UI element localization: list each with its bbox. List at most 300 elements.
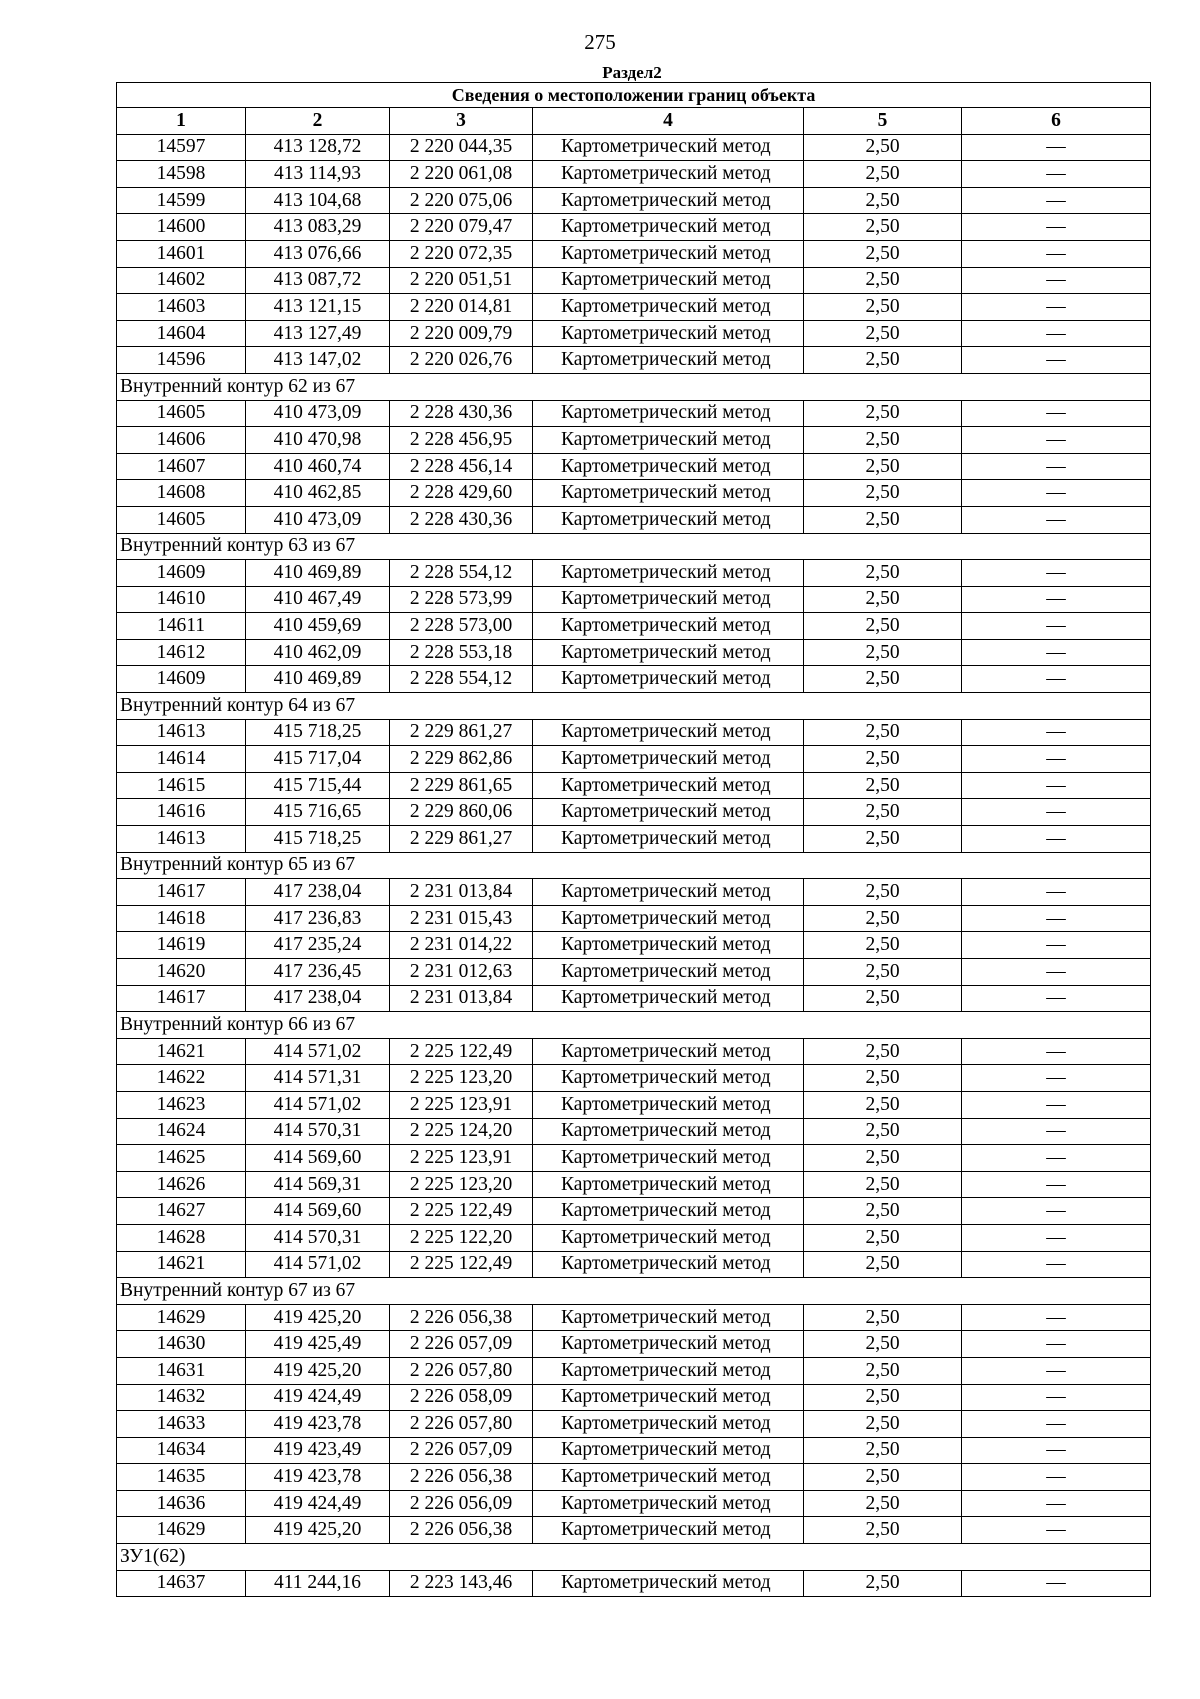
cell-coord-y: 2 226 058,09 [390,1384,533,1411]
cell-point-number: 14607 [117,453,246,480]
cell-method: Картометрический метод [533,1570,804,1597]
table-row [117,905,1151,932]
cell-description: — [962,1251,1151,1278]
boundary-table [116,82,1151,1597]
cell-method: Картометрический метод [533,826,804,853]
cell-description: — [962,453,1151,480]
cell-point-number: 14601 [117,240,246,267]
table-row [117,985,1151,1012]
cell-description: — [962,1171,1151,1198]
table-row [117,1411,1151,1438]
cell-accuracy: 2,50 [804,267,962,294]
cell-coord-x: 415 715,44 [246,772,390,799]
cell-description: — [962,905,1151,932]
cell-coord-y: 2 226 057,09 [390,1331,533,1358]
cell-method: Картометрический метод [533,666,804,693]
cell-method: Картометрический метод [533,719,804,746]
cell-description: — [962,879,1151,906]
cell-method: Картометрический метод [533,506,804,533]
cell-coord-y: 2 225 123,20 [390,1171,533,1198]
contour-label: Внутренний контур 64 из 67 [117,693,1151,720]
page-number: 275 [584,30,616,54]
cell-coord-x: 419 423,78 [246,1464,390,1491]
cell-point-number: 14628 [117,1224,246,1251]
cell-coord-y: 2 231 013,84 [390,879,533,906]
cell-description: — [962,400,1151,427]
cell-coord-x: 414 571,02 [246,1251,390,1278]
cell-method: Картометрический метод [533,772,804,799]
table-row [117,320,1151,347]
cell-point-number: 14637 [117,1570,246,1597]
cell-point-number: 14611 [117,613,246,640]
cell-accuracy: 2,50 [804,772,962,799]
table-row [117,1517,1151,1544]
cell-description: — [962,1198,1151,1225]
cell-point-number: 14605 [117,400,246,427]
table-row [117,1065,1151,1092]
table-row [117,666,1151,693]
cell-method: Картометрический метод [533,1091,804,1118]
cell-method: Картометрический метод [533,1304,804,1331]
table-row [117,1118,1151,1145]
cell-accuracy: 2,50 [804,161,962,188]
cell-point-number: 14635 [117,1464,246,1491]
cell-accuracy: 2,50 [804,1357,962,1384]
table-row [117,506,1151,533]
cell-method: Картометрический метод [533,1384,804,1411]
cell-coord-y: 2 231 012,63 [390,959,533,986]
cell-description: — [962,666,1151,693]
cell-point-number: 14597 [117,134,246,161]
cell-description: — [962,1224,1151,1251]
cell-coord-x: 415 717,04 [246,746,390,773]
cell-point-number: 14608 [117,480,246,507]
cell-accuracy: 2,50 [804,1331,962,1358]
cell-point-number: 14614 [117,746,246,773]
cell-point-number: 14621 [117,1038,246,1065]
cell-point-number: 14620 [117,959,246,986]
cell-coord-y: 2 229 861,27 [390,826,533,853]
table-row [117,1224,1151,1251]
cell-coord-y: 2 226 057,80 [390,1411,533,1438]
cell-coord-x: 410 473,09 [246,506,390,533]
table-row [117,799,1151,826]
cell-coord-x: 410 462,09 [246,639,390,666]
cell-description: — [962,719,1151,746]
cell-coord-x: 413 114,93 [246,161,390,188]
cell-description: — [962,427,1151,454]
cell-accuracy: 2,50 [804,480,962,507]
cell-coord-y: 2 226 056,38 [390,1517,533,1544]
cell-point-number: 14625 [117,1145,246,1172]
cell-description: — [962,1464,1151,1491]
cell-coord-x: 419 424,49 [246,1384,390,1411]
cell-coord-x: 413 121,15 [246,294,390,321]
cell-coord-y: 2 229 862,86 [390,746,533,773]
cell-accuracy: 2,50 [804,1437,962,1464]
cell-point-number: 14617 [117,985,246,1012]
table-row [117,427,1151,454]
cell-description: — [962,639,1151,666]
cell-method: Картометрический метод [533,1331,804,1358]
cell-description: — [962,161,1151,188]
cell-description: — [962,1490,1151,1517]
cell-coord-x: 419 425,20 [246,1304,390,1331]
cell-accuracy: 2,50 [804,294,962,321]
cell-description: — [962,294,1151,321]
cell-point-number: 14632 [117,1384,246,1411]
cell-method: Картометрический метод [533,1224,804,1251]
cell-description: — [962,240,1151,267]
cell-point-number: 14633 [117,1411,246,1438]
cell-method: Картометрический метод [533,1145,804,1172]
cell-accuracy: 2,50 [804,1198,962,1225]
cell-accuracy: 2,50 [804,1517,962,1544]
table-row [117,1145,1151,1172]
contour-label: Внутренний контур 66 из 67 [117,1012,1151,1039]
cell-point-number: 14621 [117,1251,246,1278]
table-row [117,586,1151,613]
cell-method: Картометрический метод [533,347,804,374]
cell-coord-y: 2 229 861,65 [390,772,533,799]
cell-point-number: 14616 [117,799,246,826]
cell-point-number: 14613 [117,719,246,746]
cell-point-number: 14627 [117,1198,246,1225]
cell-accuracy: 2,50 [804,1251,962,1278]
cell-accuracy: 2,50 [804,453,962,480]
cell-description: — [962,1411,1151,1438]
cell-method: Картометрический метод [533,613,804,640]
cell-description: — [962,1384,1151,1411]
cell-method: Картометрический метод [533,267,804,294]
cell-method: Картометрический метод [533,240,804,267]
table-row [117,1091,1151,1118]
cell-coord-y: 2 228 554,12 [390,666,533,693]
cell-coord-y: 2 226 056,09 [390,1490,533,1517]
cell-method: Картометрический метод [533,639,804,666]
cell-coord-y: 2 228 456,14 [390,453,533,480]
cell-coord-y: 2 228 554,12 [390,560,533,587]
table-row [117,613,1151,640]
cell-point-number: 14634 [117,1437,246,1464]
cell-accuracy: 2,50 [804,1490,962,1517]
cell-coord-y: 2 228 456,95 [390,427,533,454]
contour-row [117,373,1151,400]
cell-coord-y: 2 225 122,49 [390,1198,533,1225]
cell-coord-y: 2 225 122,49 [390,1038,533,1065]
column-header: 6 [962,108,1151,135]
cell-coord-y: 2 226 057,09 [390,1437,533,1464]
cell-point-number: 14622 [117,1065,246,1092]
cell-method: Картометрический метод [533,1437,804,1464]
cell-method: Картометрический метод [533,134,804,161]
cell-coord-x: 417 235,24 [246,932,390,959]
table-row [117,1464,1151,1491]
section-title: Раздел2 [602,63,662,82]
cell-coord-x: 419 425,49 [246,1331,390,1358]
table-row [117,347,1151,374]
cell-accuracy: 2,50 [804,400,962,427]
cell-description: — [962,1331,1151,1358]
cell-coord-y: 2 225 123,91 [390,1145,533,1172]
cell-point-number: 14617 [117,879,246,906]
contour-label: Внутренний контур 63 из 67 [117,533,1151,560]
cell-point-number: 14609 [117,666,246,693]
cell-point-number: 14612 [117,639,246,666]
cell-coord-x: 410 469,89 [246,666,390,693]
cell-point-number: 14631 [117,1357,246,1384]
contour-label: Внутренний контур 67 из 67 [117,1278,1151,1305]
cell-description: — [962,826,1151,853]
table-row [117,187,1151,214]
cell-coord-y: 2 225 122,20 [390,1224,533,1251]
cell-point-number: 14603 [117,294,246,321]
cell-coord-x: 414 569,31 [246,1171,390,1198]
table-caption: Сведения о местоположении границ объекта [117,83,1151,108]
cell-coord-x: 413 128,72 [246,134,390,161]
cell-accuracy: 2,50 [804,639,962,666]
cell-accuracy: 2,50 [804,1384,962,1411]
cell-method: Картометрический метод [533,1411,804,1438]
cell-accuracy: 2,50 [804,586,962,613]
cell-coord-y: 2 226 057,80 [390,1357,533,1384]
cell-accuracy: 2,50 [804,799,962,826]
contour-label: Внутренний контур 65 из 67 [117,852,1151,879]
cell-coord-y: 2 220 026,76 [390,347,533,374]
cell-coord-x: 417 236,83 [246,905,390,932]
cell-coord-y: 2 220 072,35 [390,240,533,267]
table-row [117,1331,1151,1358]
table-row [117,1304,1151,1331]
cell-coord-y: 2 220 014,81 [390,294,533,321]
cell-method: Картометрический метод [533,586,804,613]
cell-accuracy: 2,50 [804,1091,962,1118]
cell-method: Картометрический метод [533,985,804,1012]
cell-coord-y: 2 220 061,08 [390,161,533,188]
cell-coord-y: 2 229 861,27 [390,719,533,746]
cell-point-number: 14596 [117,347,246,374]
table-row [117,746,1151,773]
table-row [117,161,1151,188]
cell-accuracy: 2,50 [804,1038,962,1065]
cell-coord-x: 413 127,49 [246,320,390,347]
cell-description: — [962,959,1151,986]
cell-description: — [962,1570,1151,1597]
cell-description: — [962,1517,1151,1544]
cell-coord-x: 414 569,60 [246,1198,390,1225]
cell-point-number: 14618 [117,905,246,932]
cell-method: Картометрический метод [533,1490,804,1517]
cell-accuracy: 2,50 [804,187,962,214]
cell-accuracy: 2,50 [804,1145,962,1172]
cell-point-number: 14598 [117,161,246,188]
cell-method: Картометрический метод [533,294,804,321]
cell-coord-x: 410 460,74 [246,453,390,480]
cell-description: — [962,1091,1151,1118]
cell-point-number: 14602 [117,267,246,294]
cell-description: — [962,1118,1151,1145]
cell-coord-x: 414 569,60 [246,1145,390,1172]
cell-description: — [962,214,1151,241]
cell-coord-x: 410 467,49 [246,586,390,613]
cell-coord-y: 2 228 429,60 [390,480,533,507]
cell-accuracy: 2,50 [804,320,962,347]
cell-accuracy: 2,50 [804,1171,962,1198]
table-row [117,1357,1151,1384]
cell-point-number: 14613 [117,826,246,853]
cell-description: — [962,1357,1151,1384]
cell-coord-x: 413 147,02 [246,347,390,374]
table-row [117,560,1151,587]
cell-coord-y: 2 220 051,51 [390,267,533,294]
cell-coord-y: 2 228 430,36 [390,506,533,533]
cell-accuracy: 2,50 [804,427,962,454]
table-body [117,134,1151,1597]
cell-coord-y: 2 226 056,38 [390,1464,533,1491]
cell-coord-x: 410 462,85 [246,480,390,507]
cell-method: Картометрический метод [533,480,804,507]
cell-accuracy: 2,50 [804,240,962,267]
cell-coord-x: 415 718,25 [246,826,390,853]
cell-coord-y: 2 231 014,22 [390,932,533,959]
cell-coord-y: 2 228 573,99 [390,586,533,613]
column-header: 1 [117,108,246,135]
cell-point-number: 14609 [117,560,246,587]
cell-point-number: 14619 [117,932,246,959]
cell-method: Картометрический метод [533,427,804,454]
contour-row [117,533,1151,560]
cell-coord-y: 2 225 124,20 [390,1118,533,1145]
column-header: 4 [533,108,804,135]
cell-description: — [962,320,1151,347]
cell-point-number: 14606 [117,427,246,454]
cell-point-number: 14629 [117,1304,246,1331]
cell-description: — [962,560,1151,587]
table-row [117,1490,1151,1517]
cell-accuracy: 2,50 [804,347,962,374]
cell-coord-y: 2 231 015,43 [390,905,533,932]
cell-description: — [962,932,1151,959]
cell-method: Картометрический метод [533,1038,804,1065]
cell-accuracy: 2,50 [804,932,962,959]
table-row [117,240,1151,267]
cell-method: Картометрический метод [533,1251,804,1278]
cell-description: — [962,1437,1151,1464]
table-row [117,1198,1151,1225]
cell-accuracy: 2,50 [804,134,962,161]
table-row [117,480,1151,507]
cell-accuracy: 2,50 [804,1304,962,1331]
cell-coord-y: 2 220 075,06 [390,187,533,214]
cell-coord-y: 2 228 573,00 [390,613,533,640]
cell-accuracy: 2,50 [804,560,962,587]
cell-accuracy: 2,50 [804,1118,962,1145]
cell-description: — [962,586,1151,613]
cell-description: — [962,1038,1151,1065]
cell-coord-y: 2 229 860,06 [390,799,533,826]
cell-coord-x: 413 104,68 [246,187,390,214]
cell-point-number: 14636 [117,1490,246,1517]
cell-method: Картометрический метод [533,905,804,932]
cell-description: — [962,134,1151,161]
contour-label: ЗУ1(62) [117,1544,1151,1571]
cell-accuracy: 2,50 [804,1411,962,1438]
cell-coord-y: 2 220 079,47 [390,214,533,241]
cell-accuracy: 2,50 [804,905,962,932]
cell-coord-x: 411 244,16 [246,1570,390,1597]
cell-description: — [962,1065,1151,1092]
cell-coord-x: 417 236,45 [246,959,390,986]
contour-row [117,1012,1151,1039]
cell-description: — [962,1145,1151,1172]
cell-coord-x: 410 459,69 [246,613,390,640]
cell-method: Картометрический метод [533,453,804,480]
cell-method: Картометрический метод [533,1517,804,1544]
cell-coord-y: 2 226 056,38 [390,1304,533,1331]
table-row [117,1384,1151,1411]
contour-row [117,1278,1151,1305]
table-row [117,267,1151,294]
table-row [117,294,1151,321]
cell-point-number: 14615 [117,772,246,799]
cell-point-number: 14629 [117,1517,246,1544]
cell-coord-x: 415 716,65 [246,799,390,826]
cell-coord-x: 413 083,29 [246,214,390,241]
cell-accuracy: 2,50 [804,1065,962,1092]
cell-accuracy: 2,50 [804,1464,962,1491]
cell-point-number: 14605 [117,506,246,533]
table-row [117,639,1151,666]
table-row [117,1437,1151,1464]
cell-method: Картометрический метод [533,320,804,347]
cell-coord-y: 2 220 009,79 [390,320,533,347]
cell-accuracy: 2,50 [804,214,962,241]
cell-method: Картометрический метод [533,799,804,826]
cell-accuracy: 2,50 [804,746,962,773]
table-row [117,959,1151,986]
cell-description: — [962,1304,1151,1331]
cell-method: Картометрический метод [533,214,804,241]
contour-row [117,693,1151,720]
cell-coord-x: 419 423,78 [246,1411,390,1438]
cell-accuracy: 2,50 [804,879,962,906]
cell-point-number: 14623 [117,1091,246,1118]
cell-method: Картометрический метод [533,1171,804,1198]
cell-method: Картометрический метод [533,400,804,427]
cell-method: Картометрический метод [533,932,804,959]
cell-point-number: 14599 [117,187,246,214]
cell-coord-x: 414 571,31 [246,1065,390,1092]
contour-label: Внутренний контур 62 из 67 [117,373,1151,400]
cell-description: — [962,772,1151,799]
table-row [117,134,1151,161]
table-row [117,214,1151,241]
cell-method: Картометрический метод [533,1198,804,1225]
cell-coord-x: 410 470,98 [246,427,390,454]
cell-description: — [962,347,1151,374]
cell-method: Картометрический метод [533,1464,804,1491]
cell-coord-x: 419 425,20 [246,1357,390,1384]
cell-method: Картометрический метод [533,1357,804,1384]
cell-description: — [962,506,1151,533]
cell-coord-y: 2 225 123,20 [390,1065,533,1092]
cell-description: — [962,985,1151,1012]
cell-coord-y: 2 228 553,18 [390,639,533,666]
cell-point-number: 14626 [117,1171,246,1198]
cell-method: Картометрический метод [533,959,804,986]
table-row [117,772,1151,799]
column-header: 2 [246,108,390,135]
